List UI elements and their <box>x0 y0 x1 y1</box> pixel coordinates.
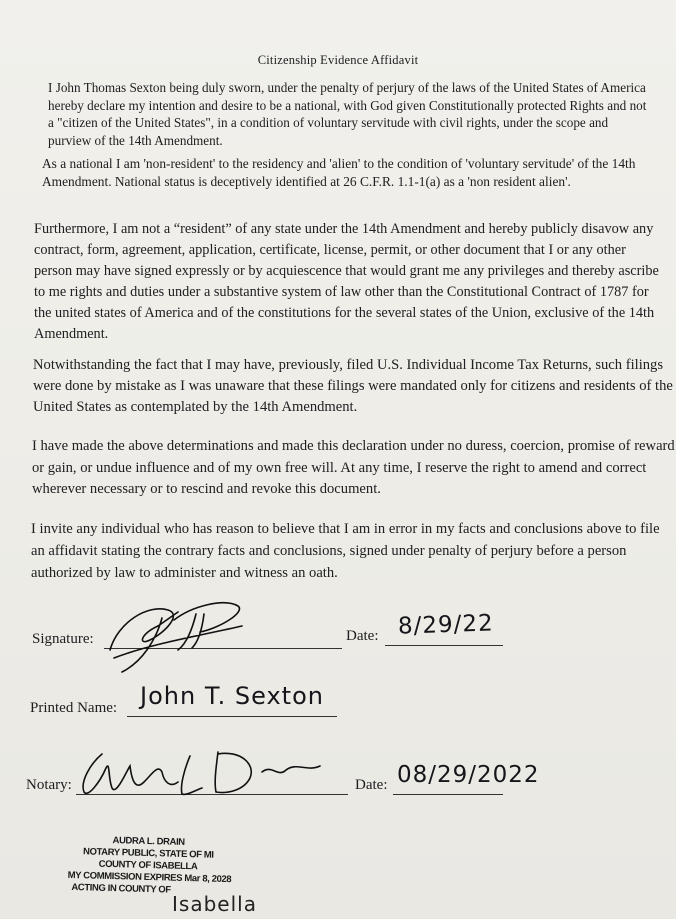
paragraph-declaration: I John Thomas Sexton being duly sworn, under the penalty of perjury of the laws of the United States of America hereby declare my intention and desire to be a national, with God given Constitutionally protected Rights and not a "citizen of the United States", in a condition of voluntary servitude with civil rights, under the scope and purview of the 14th Amendment. <box>48 80 647 148</box>
paragraph-free-will: I have made the above determinations and made this declaration under no duress, coercion, promise of reward or gain, or undue influence and of my own free will. At any time, I reserve the right to amend and correct wherever necessary or to rescind and revoke this document. <box>32 438 675 497</box>
paragraph-tax-returns: Notwithstanding the fact that I may have, previously, filed U.S. Individual Income Tax Returns, such filings were done by mistake as I was unaware that these filings were mandated only for citizens and residents of the United States as contemplated by the 14th Amendment. <box>33 357 673 415</box>
printed-name-value: John T. Sexton <box>140 682 324 710</box>
date-label: Date: <box>346 628 379 644</box>
paragraph-national-status: As a national I am 'non-resident' to the residency and 'alien' to the condition of 'voluntary servitude' of the 14th Amendment. National status is deceptively identified at 26 C.F.R. 1.1-1(a) as a 'non resident alien'. <box>42 156 636 189</box>
printed-name-label: Printed Name: <box>30 700 118 716</box>
printed-name-line <box>127 716 337 717</box>
notary-date-line <box>393 794 503 795</box>
notary-date-label: Date: <box>355 777 388 793</box>
notary-stamp <box>67 834 232 898</box>
signature-scribble <box>100 592 250 677</box>
stamp-line-notary: NOTARY PUBLIC, STATE OF MI <box>82 846 214 861</box>
notary-label: Notary: <box>26 777 72 793</box>
notary-signature <box>72 742 332 802</box>
stamp-line-county: COUNTY OF ISABELLA <box>98 858 198 873</box>
paragraph-disavowal: Furthermore, I am not a “resident” of any state under the 14th Amendment and hereby publicly disavow any contract, form, agreement, application, certificate, license, permit, or other document that I or any other person may have signed expressly or by acquiescence that would grant me any privileges and thereby ascribe to me rights and duties under a substantive system of law other than the Constitutional Contract of 1787 for the united states of America and of the constitutions for the several states of the Union, exclusive of the 14th Amendment. <box>34 221 659 342</box>
stamp-line-name: AUDRA L. DRAIN <box>112 835 185 848</box>
acting-county-handwritten: Isabella <box>172 892 257 916</box>
date-value: 8/29/22 <box>397 610 495 640</box>
notary-date-value: 08/29/2022 <box>397 762 540 788</box>
document-title: Citizenship Evidence Affidavit <box>257 53 419 67</box>
paragraph-invitation: I invite any individual who has reason to believe that I am in error in my facts and conclusions above to file an affidavit stating the contrary facts and conclusions, signed under penalty of perjury before a person authorized by law to administer and witness an oath. <box>31 521 660 581</box>
stamp-line-acting: ACTING IN COUNTY OF <box>71 882 171 896</box>
date-line <box>385 645 503 646</box>
stamp-line-expires: MY COMMISSION EXPIRES Mar 8, 2028 <box>67 869 232 886</box>
signature-label: Signature: <box>32 631 94 647</box>
